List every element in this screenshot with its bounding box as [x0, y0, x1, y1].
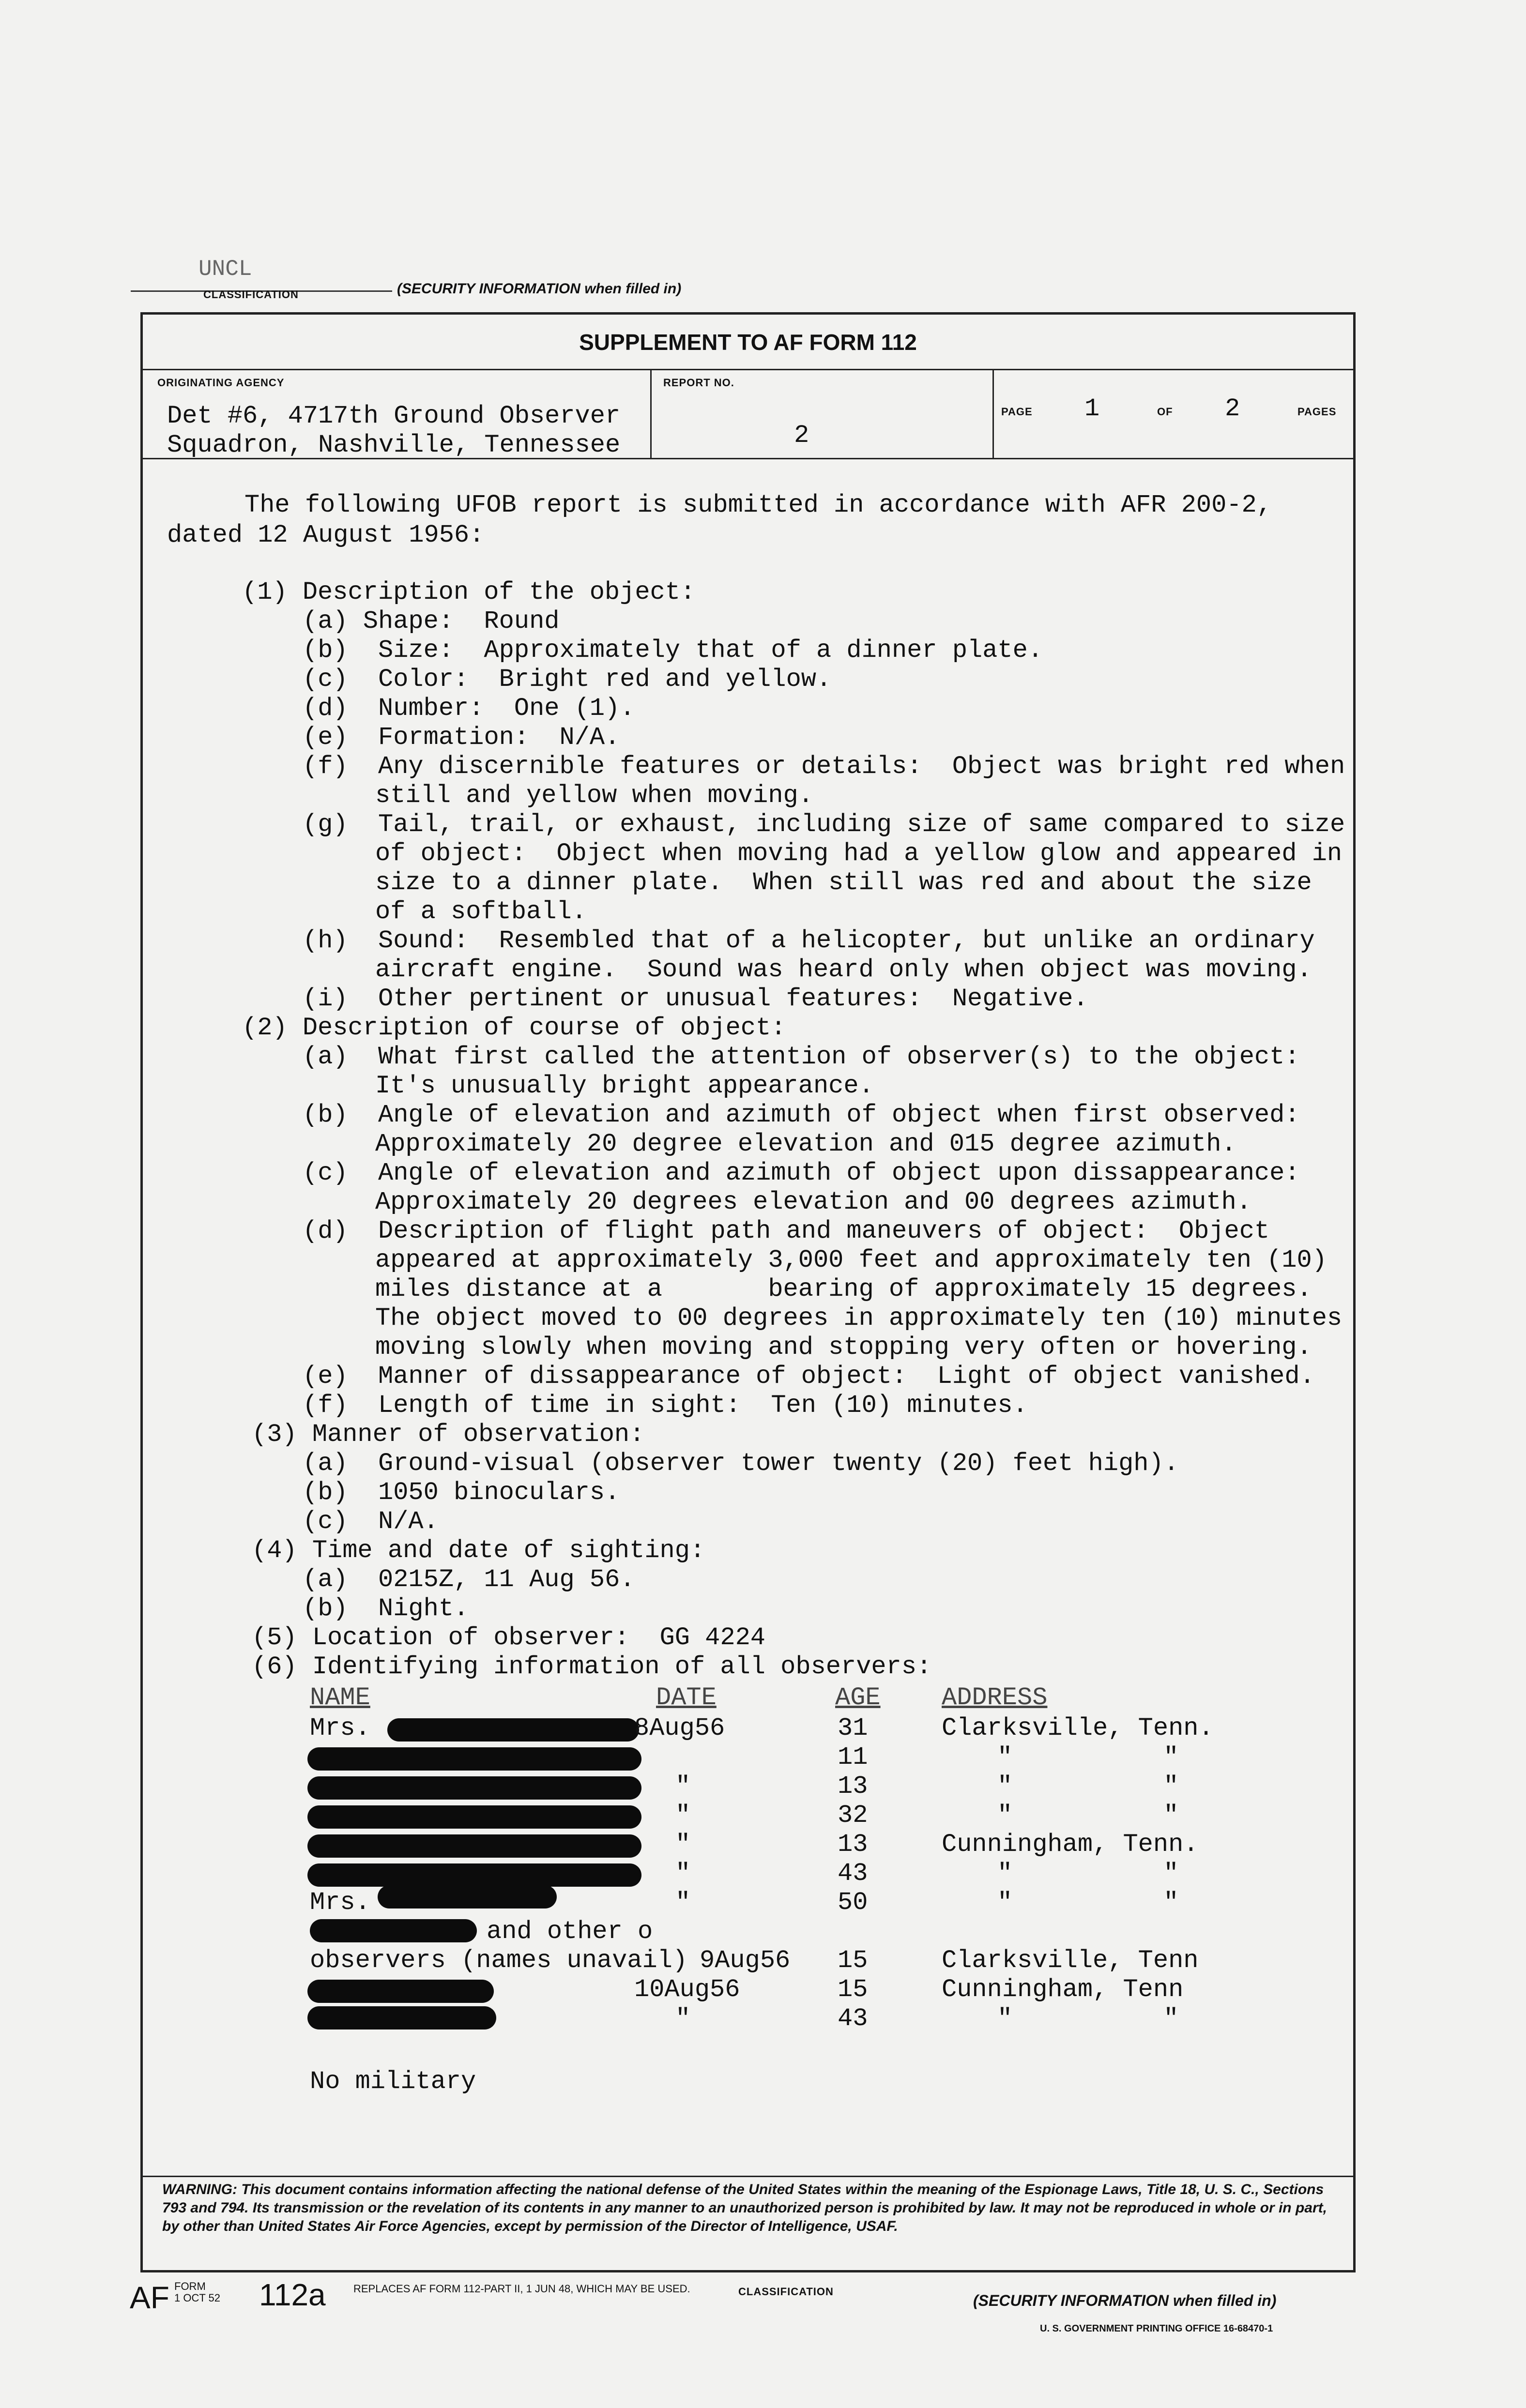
observer-address: " "	[997, 1859, 1179, 1888]
observer-address: " "	[997, 1743, 1179, 1772]
body-line: The following UFOB report is submitted in accordance with AFR 200-2,	[244, 491, 1272, 519]
replaces-note: REPLACES AF FORM 112-PART II, 1 JUN 48, WHICH MAY BE USED.	[353, 2283, 690, 2295]
security-info-footer: (SECURITY INFORMATION when filled in)	[973, 2292, 1277, 2309]
observer-age: 31	[838, 1714, 868, 1742]
observer-age: 13	[838, 1772, 868, 1801]
body-line: (f) Any discernible features or details: Object was bright red when	[303, 752, 1345, 781]
body-line: Approximately 20 degree elevation and 015 degree azimuth.	[375, 1130, 1236, 1158]
page-label: PAGE	[1001, 406, 1033, 418]
observer-address: " "	[997, 1801, 1179, 1830]
form-date: 1 OCT 52	[174, 2292, 220, 2304]
originating-agency-line1: Det #6, 4717th Ground Observer	[167, 402, 621, 430]
observer-age: 15	[838, 1946, 868, 1975]
observer-address: " "	[997, 1772, 1179, 1801]
body-line: It's unusually bright appearance.	[375, 1072, 874, 1100]
originating-agency-label: ORIGINATING AGENCY	[157, 377, 285, 389]
redaction	[387, 1718, 639, 1742]
observer-date: "	[675, 2004, 691, 2033]
body-line: (c) Color: Bright red and yellow.	[303, 665, 832, 694]
observer-date: "	[675, 1888, 691, 1917]
body-line: dated 12 August 1956:	[167, 521, 485, 549]
warning-notice: WARNING: This document contains information affecting the national defense of the United States within the meaning of the Espionage Laws, Title 18, U. S. C., Sections 793 and 794. Its transmission or the revelation of its contents in any manner to an unauthorized person is prohibited by law. It may not be reproduced in whole or in part, by other than United States Air Force Agencies, except by permission of the Director of Intelligence, USAF.	[162, 2181, 1327, 2234]
page-number: 1	[1084, 394, 1100, 423]
observers-header-address: ADDRESS	[942, 1683, 1048, 1712]
body-line: still and yellow when moving.	[375, 781, 813, 810]
gpo-imprint: U. S. GOVERNMENT PRINTING OFFICE 16-68470-1	[1040, 2323, 1273, 2334]
redaction	[307, 1834, 641, 1858]
of-label: OF	[1157, 406, 1173, 418]
observers-header-date: DATE	[656, 1683, 717, 1712]
form-label-text: FORM	[174, 2280, 206, 2292]
body-line: size to a dinner plate. When still was red and about the size	[375, 868, 1312, 897]
observer-address: " "	[997, 1888, 1179, 1917]
observer-date: "	[675, 1801, 691, 1830]
classification-label-footer: CLASSIFICATION	[738, 2286, 834, 2298]
report-no-value: 2	[794, 421, 809, 450]
body-line: (i) Other pertinent or unusual features: Negative.	[303, 984, 1088, 1013]
body-line: (d) Description of flight path and maneuvers of object: Object	[303, 1217, 1270, 1245]
observer-name: observers (names unavail)	[310, 1946, 688, 1975]
observer-date: 9Aug56	[700, 1946, 791, 1975]
observers-header-name: NAME	[310, 1683, 370, 1712]
body-line: (h) Sound: Resembled that of a helicopter, but unlike an ordinary	[303, 926, 1315, 955]
body-line: appeared at approximately 3,000 feet and approximately ten (10)	[375, 1246, 1327, 1274]
form-number: 112a	[259, 2277, 326, 2312]
observer-date: "	[675, 1772, 691, 1801]
observer-name: Mrs.	[310, 1888, 370, 1917]
redaction	[307, 1747, 641, 1771]
pages-label: PAGES	[1297, 406, 1337, 418]
observer-age: 43	[838, 1859, 868, 1888]
form-title: SUPPLEMENT TO AF FORM 112	[579, 330, 917, 355]
body-line: of object: Object when moving had a yellow glow and appeared in	[375, 839, 1343, 868]
body-line: (b) Size: Approximately that of a dinner plate.	[303, 636, 1043, 665]
body-line: (3) Manner of observation:	[252, 1420, 645, 1449]
observer-age: 50	[838, 1888, 868, 1917]
body-line: of a softball.	[375, 897, 587, 926]
body-line: (c) N/A.	[303, 1507, 439, 1536]
report-no-label: REPORT NO.	[663, 377, 734, 389]
body-line: (6) Identifying information of all observers:	[252, 1652, 932, 1681]
body-line: (a) Shape: Round	[303, 607, 560, 636]
observer-name: Mrs.	[310, 1714, 370, 1742]
classification-value: UNCL	[198, 257, 252, 282]
redaction	[307, 2006, 496, 2029]
body-line: (f) Length of time in sight: Ten (10) minutes.	[303, 1391, 1028, 1420]
observer-address: Clarksville, Tenn.	[942, 1714, 1214, 1742]
body-line: (d) Number: One (1).	[303, 694, 635, 723]
total-pages: 2	[1225, 394, 1240, 423]
classification-label: CLASSIFICATION	[203, 288, 299, 301]
observer-date: 8Aug56	[634, 1714, 725, 1742]
body-line: moving slowly when moving and stopping very often or hovering.	[375, 1333, 1312, 1362]
observers-note: No military	[310, 2067, 476, 2096]
observer-address: " "	[997, 2004, 1179, 2033]
redaction	[307, 1805, 641, 1829]
observer-age: 43	[838, 2004, 868, 2033]
form-af-mark: AF	[130, 2280, 169, 2315]
body-line: (2) Description of course of object:	[242, 1014, 786, 1042]
form-label	[174, 2281, 220, 2304]
observer-age: 15	[838, 1975, 868, 2004]
body-line: (c) Angle of elevation and azimuth of object upon dissappearance:	[303, 1159, 1300, 1187]
observer-date: "	[675, 1830, 691, 1859]
body-line: (e) Manner of dissappearance of object: Light of object vanished.	[303, 1362, 1315, 1391]
observer-date: 10Aug56	[634, 1975, 740, 2004]
observer-name: and other o	[487, 1917, 653, 1946]
body-line: (b) 1050 binoculars.	[303, 1478, 620, 1507]
redaction	[307, 1776, 641, 1800]
body-line: (5) Location of observer: GG 4224	[252, 1623, 765, 1652]
body-line: miles distance at a bearing of approximately 15 degrees.	[375, 1275, 1312, 1303]
body-line: (4) Time and date of sighting:	[252, 1536, 705, 1565]
redaction	[307, 1980, 494, 2003]
body-line: (g) Tail, trail, or exhaust, including size of same compared to size	[303, 810, 1345, 839]
body-line: (a) Ground-visual (observer tower twenty (20) feet high).	[303, 1449, 1179, 1478]
body-line: (a) 0215Z, 11 Aug 56.	[303, 1565, 635, 1594]
divider	[143, 2176, 1353, 2177]
observer-address: Clarksville, Tenn	[942, 1946, 1199, 1975]
body-line: The object moved to 00 degrees in approximately ten (10) minutes	[375, 1304, 1343, 1333]
body-line: (b) Angle of elevation and azimuth of object when first observed:	[303, 1101, 1300, 1129]
redaction	[310, 1919, 477, 1942]
observer-age: 32	[838, 1801, 868, 1830]
observers-header-age: AGE	[835, 1683, 881, 1712]
body-line: (a) What first called the attention of observer(s) to the object:	[303, 1043, 1300, 1071]
observer-address: Cunningham, Tenn.	[942, 1830, 1199, 1859]
body-line: (b) Night.	[303, 1594, 469, 1623]
observer-age: 11	[838, 1743, 868, 1772]
originating-agency-line2: Squadron, Nashville, Tennessee	[167, 431, 621, 459]
redaction	[378, 1885, 557, 1908]
body-line: Approximately 20 degrees elevation and 00 degrees azimuth.	[375, 1188, 1251, 1216]
observer-age: 13	[838, 1830, 868, 1859]
observer-address: Cunningham, Tenn	[942, 1975, 1184, 2004]
body-line: (1) Description of the object:	[242, 578, 696, 606]
redaction	[307, 1863, 641, 1887]
observer-date: "	[675, 1859, 691, 1888]
security-info-header: (SECURITY INFORMATION when filled in)	[397, 281, 682, 297]
body-line: (e) Formation: N/A.	[303, 723, 620, 752]
body-line: aircraft engine. Sound was heard only when object was moving.	[375, 955, 1312, 984]
